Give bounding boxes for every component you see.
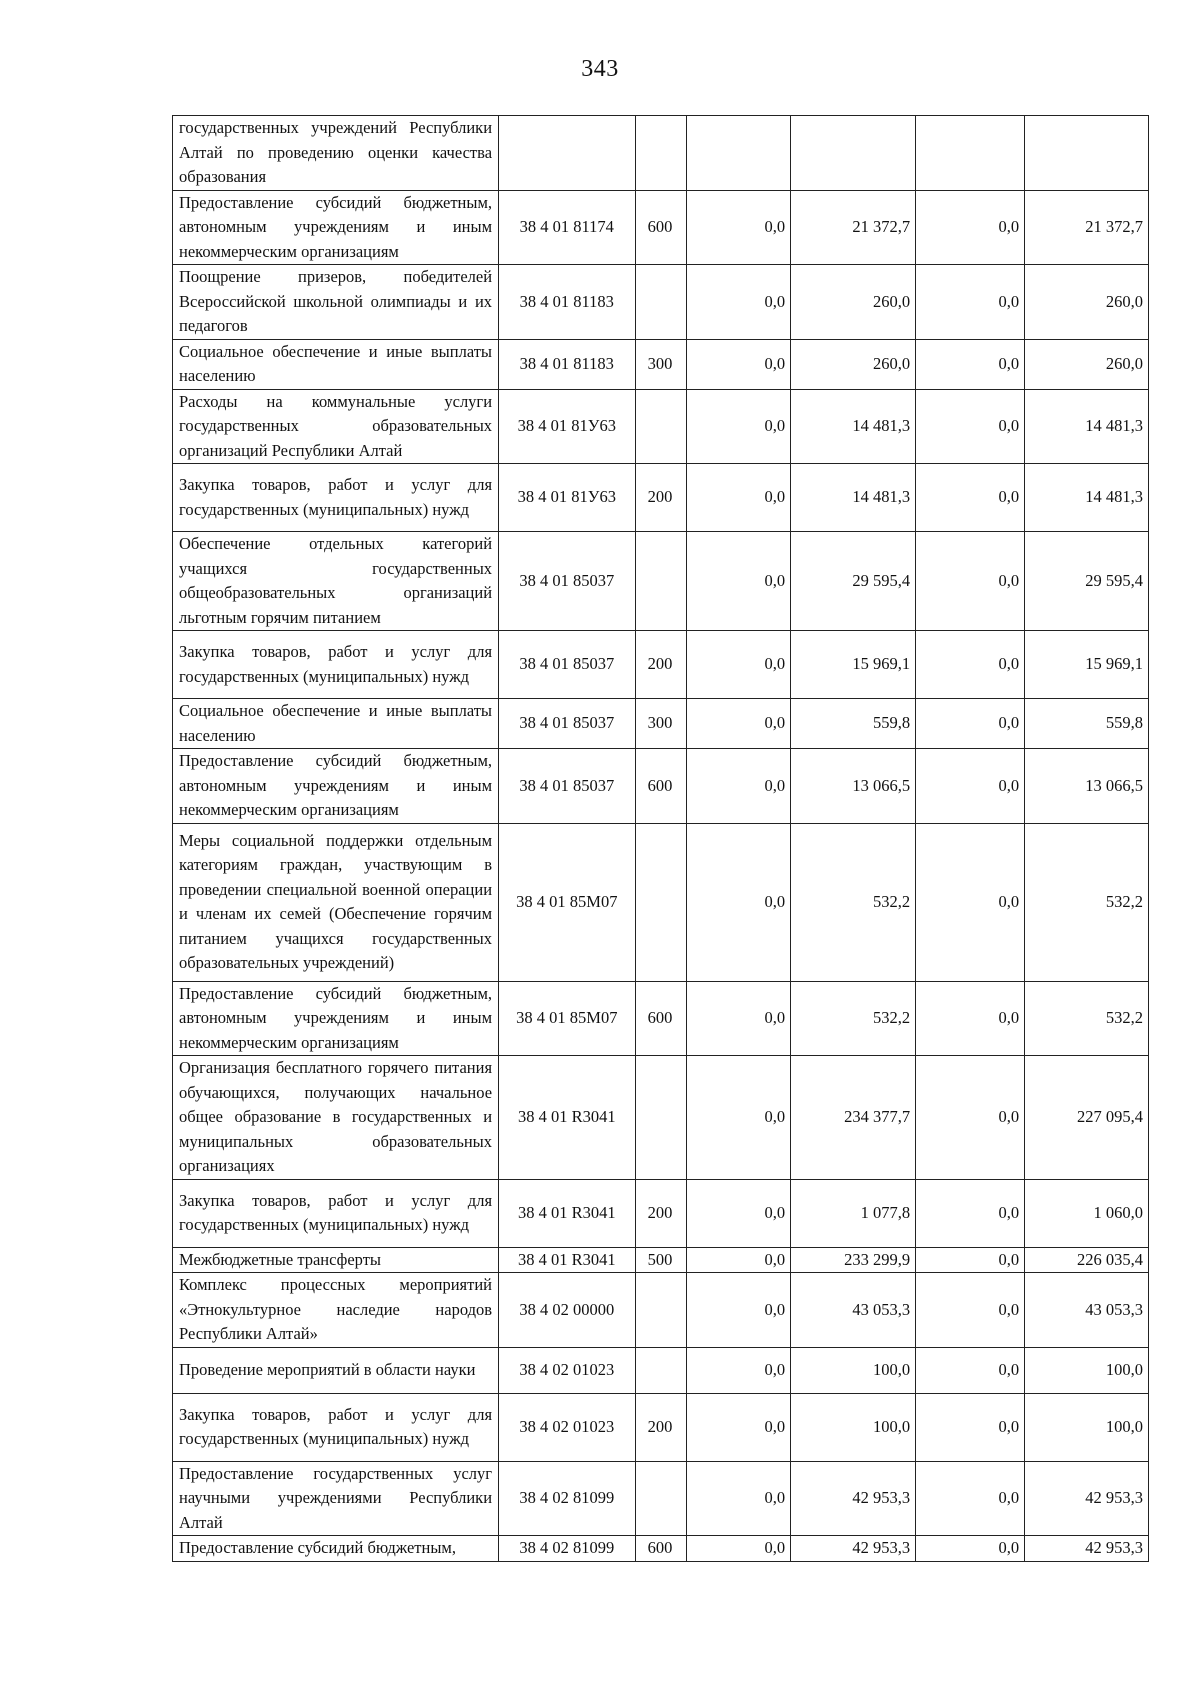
table-row [173, 1056, 1149, 1180]
row-name: Проведение мероприятий в области науки [173, 1347, 499, 1393]
row-value-4: 532,2 [1025, 823, 1149, 981]
row-value-3: 0,0 [916, 190, 1025, 265]
row-value-3: 0,0 [916, 1273, 1025, 1348]
row-value-1: 0,0 [687, 1347, 791, 1393]
row-name: Закупка товаров, работ и услуг для государственных (муниципальных) нужд [173, 464, 499, 532]
row-name: Закупка товаров, работ и услуг для государственных (муниципальных) нужд [173, 1393, 499, 1461]
table-row [173, 749, 1149, 824]
row-value-1: 0,0 [687, 532, 791, 631]
row-value-2 [791, 116, 916, 191]
row-value-3: 0,0 [916, 749, 1025, 824]
row-name: Организация бесплатного горячего питания обучающихся, получающих начальное общее образование в государственных и муниципальных образовательных организациях [173, 1056, 499, 1180]
row-name: Социальное обеспечение и иные выплаты населению [173, 339, 499, 389]
row-value-3: 0,0 [916, 981, 1025, 1056]
row-name: Комплекс процессных мероприятий «Этнокультурное наследие народов Республики Алтай» [173, 1273, 499, 1348]
row-expense-type: 200 [635, 1179, 687, 1247]
row-value-1: 0,0 [687, 1056, 791, 1180]
row-value-3: 0,0 [916, 1393, 1025, 1461]
table-row [173, 1247, 1149, 1273]
row-expense-type: 600 [635, 981, 687, 1056]
table-row [173, 631, 1149, 699]
table-row [173, 823, 1149, 981]
row-value-1: 0,0 [687, 1247, 791, 1273]
row-code: 38 4 01 85037 [499, 532, 636, 631]
table-row [173, 1461, 1149, 1536]
row-value-4: 21 372,7 [1025, 190, 1149, 265]
row-code: 38 4 01 85037 [499, 631, 636, 699]
row-expense-type [635, 116, 687, 191]
row-value-2: 234 377,7 [791, 1056, 916, 1180]
row-value-1: 0,0 [687, 389, 791, 464]
row-name: Обеспечение отдельных категорий учащихся государственных общеобразовательных организаций льготным горячим питанием [173, 532, 499, 631]
row-expense-type [635, 1461, 687, 1536]
row-value-4: 559,8 [1025, 699, 1149, 749]
row-name: Предоставление субсидий бюджетным, [173, 1536, 499, 1562]
row-value-3: 0,0 [916, 1179, 1025, 1247]
budget-table-body [173, 116, 1149, 1562]
row-value-4: 14 481,3 [1025, 464, 1149, 532]
row-code: 38 4 01 R3041 [499, 1056, 636, 1180]
row-name: Предоставление государственных услуг научными учреждениями Республики Алтай [173, 1461, 499, 1536]
row-value-4 [1025, 116, 1149, 191]
row-name: государственных учреждений Республики Алтай по проведению оценки качества образования [173, 116, 499, 191]
row-value-1: 0,0 [687, 1179, 791, 1247]
table-row [173, 532, 1149, 631]
row-value-1: 0,0 [687, 1393, 791, 1461]
row-value-1: 0,0 [687, 699, 791, 749]
row-value-4: 260,0 [1025, 265, 1149, 340]
row-value-4: 100,0 [1025, 1393, 1149, 1461]
row-value-4: 532,2 [1025, 981, 1149, 1056]
row-expense-type: 300 [635, 699, 687, 749]
row-value-3: 0,0 [916, 532, 1025, 631]
row-expense-type: 600 [635, 1536, 687, 1562]
row-value-2: 532,2 [791, 981, 916, 1056]
row-expense-type [635, 1273, 687, 1348]
row-value-2: 15 969,1 [791, 631, 916, 699]
row-expense-type [635, 1347, 687, 1393]
row-value-2: 100,0 [791, 1393, 916, 1461]
row-value-3: 0,0 [916, 1247, 1025, 1273]
row-code: 38 4 02 81099 [499, 1536, 636, 1562]
table-row [173, 1273, 1149, 1348]
row-value-4: 260,0 [1025, 339, 1149, 389]
table-row [173, 1536, 1149, 1562]
table-row [173, 339, 1149, 389]
row-code: 38 4 01 R3041 [499, 1179, 636, 1247]
row-value-2: 21 372,7 [791, 190, 916, 265]
row-value-4: 100,0 [1025, 1347, 1149, 1393]
row-code: 38 4 02 01023 [499, 1347, 636, 1393]
row-value-2: 1 077,8 [791, 1179, 916, 1247]
table-row [173, 464, 1149, 532]
row-code: 38 4 01 81183 [499, 265, 636, 340]
row-value-4: 42 953,3 [1025, 1536, 1149, 1562]
row-value-2: 100,0 [791, 1347, 916, 1393]
row-expense-type: 600 [635, 190, 687, 265]
row-value-3: 0,0 [916, 1461, 1025, 1536]
row-value-1: 0,0 [687, 823, 791, 981]
row-name: Предоставление субсидий бюджетным, автономным учреждениям и иным некоммерческим организациям [173, 190, 499, 265]
row-value-1: 0,0 [687, 464, 791, 532]
row-value-4: 13 066,5 [1025, 749, 1149, 824]
row-expense-type: 500 [635, 1247, 687, 1273]
row-code: 38 4 01 81174 [499, 190, 636, 265]
row-value-1: 0,0 [687, 265, 791, 340]
row-name: Закупка товаров, работ и услуг для государственных (муниципальных) нужд [173, 1179, 499, 1247]
row-value-1: 0,0 [687, 190, 791, 265]
row-value-4: 42 953,3 [1025, 1461, 1149, 1536]
budget-table [172, 115, 1149, 1562]
row-name: Поощрение призеров, победителей Всероссийской школьной олимпиады и их педагогов [173, 265, 499, 340]
table-row [173, 190, 1149, 265]
row-name: Предоставление субсидий бюджетным, автономным учреждениям и иным некоммерческим организациям [173, 749, 499, 824]
row-code: 38 4 02 01023 [499, 1393, 636, 1461]
row-name: Расходы на коммунальные услуги государственных образовательных организаций Республики Алтай [173, 389, 499, 464]
row-value-4: 226 035,4 [1025, 1247, 1149, 1273]
row-value-3: 0,0 [916, 823, 1025, 981]
row-value-1 [687, 116, 791, 191]
table-row [173, 116, 1149, 191]
row-value-2: 43 053,3 [791, 1273, 916, 1348]
row-code: 38 4 01 85М07 [499, 981, 636, 1056]
table-row [173, 1393, 1149, 1461]
row-value-4: 15 969,1 [1025, 631, 1149, 699]
row-code: 38 4 01 81У63 [499, 389, 636, 464]
row-value-2: 233 299,9 [791, 1247, 916, 1273]
row-value-4: 227 095,4 [1025, 1056, 1149, 1180]
row-name: Социальное обеспечение и иные выплаты населению [173, 699, 499, 749]
row-value-2: 559,8 [791, 699, 916, 749]
row-value-3: 0,0 [916, 1536, 1025, 1562]
row-value-3: 0,0 [916, 699, 1025, 749]
row-code: 38 4 02 81099 [499, 1461, 636, 1536]
row-value-2: 42 953,3 [791, 1461, 916, 1536]
row-value-3: 0,0 [916, 631, 1025, 699]
row-value-2: 42 953,3 [791, 1536, 916, 1562]
row-value-2: 29 595,4 [791, 532, 916, 631]
row-name: Межбюджетные трансферты [173, 1247, 499, 1273]
row-code: 38 4 01 85037 [499, 699, 636, 749]
row-value-3 [916, 116, 1025, 191]
row-value-1: 0,0 [687, 1273, 791, 1348]
row-code: 38 4 01 81183 [499, 339, 636, 389]
row-expense-type [635, 532, 687, 631]
row-name: Меры социальной поддержки отдельным категориям граждан, участвующим в проведении специальной военной операции и членам их семей (Обеспечение горячим питанием учащихся государственных образовательных учреждений) [173, 823, 499, 981]
row-value-4: 1 060,0 [1025, 1179, 1149, 1247]
row-expense-type [635, 823, 687, 981]
row-expense-type: 600 [635, 749, 687, 824]
table-row [173, 699, 1149, 749]
table-row [173, 389, 1149, 464]
page-number: 343 [581, 56, 619, 82]
row-value-2: 532,2 [791, 823, 916, 981]
row-value-3: 0,0 [916, 1347, 1025, 1393]
row-value-4: 14 481,3 [1025, 389, 1149, 464]
row-value-1: 0,0 [687, 631, 791, 699]
row-code: 38 4 01 85037 [499, 749, 636, 824]
row-value-3: 0,0 [916, 265, 1025, 340]
row-value-3: 0,0 [916, 464, 1025, 532]
row-expense-type: 200 [635, 464, 687, 532]
row-code [499, 116, 636, 191]
row-code: 38 4 02 00000 [499, 1273, 636, 1348]
row-value-1: 0,0 [687, 1461, 791, 1536]
row-value-2: 14 481,3 [791, 389, 916, 464]
row-value-1: 0,0 [687, 339, 791, 389]
row-expense-type: 200 [635, 631, 687, 699]
row-expense-type: 200 [635, 1393, 687, 1461]
row-name: Предоставление субсидий бюджетным, автономным учреждениям и иным некоммерческим организациям [173, 981, 499, 1056]
row-code: 38 4 01 81У63 [499, 464, 636, 532]
row-value-1: 0,0 [687, 1536, 791, 1562]
table-row [173, 981, 1149, 1056]
row-value-3: 0,0 [916, 1056, 1025, 1180]
table-row [173, 1347, 1149, 1393]
row-value-4: 29 595,4 [1025, 532, 1149, 631]
row-name: Закупка товаров, работ и услуг для государственных (муниципальных) нужд [173, 631, 499, 699]
row-value-2: 260,0 [791, 339, 916, 389]
row-value-2: 13 066,5 [791, 749, 916, 824]
row-value-3: 0,0 [916, 339, 1025, 389]
row-value-1: 0,0 [687, 749, 791, 824]
row-expense-type: 300 [635, 339, 687, 389]
row-expense-type [635, 389, 687, 464]
row-code: 38 4 01 85М07 [499, 823, 636, 981]
table-row [173, 1179, 1149, 1247]
row-value-3: 0,0 [916, 389, 1025, 464]
row-value-1: 0,0 [687, 981, 791, 1056]
table-row [173, 265, 1149, 340]
row-expense-type [635, 265, 687, 340]
row-code: 38 4 01 R3041 [499, 1247, 636, 1273]
row-value-4: 43 053,3 [1025, 1273, 1149, 1348]
row-value-2: 260,0 [791, 265, 916, 340]
row-expense-type [635, 1056, 687, 1180]
row-value-2: 14 481,3 [791, 464, 916, 532]
